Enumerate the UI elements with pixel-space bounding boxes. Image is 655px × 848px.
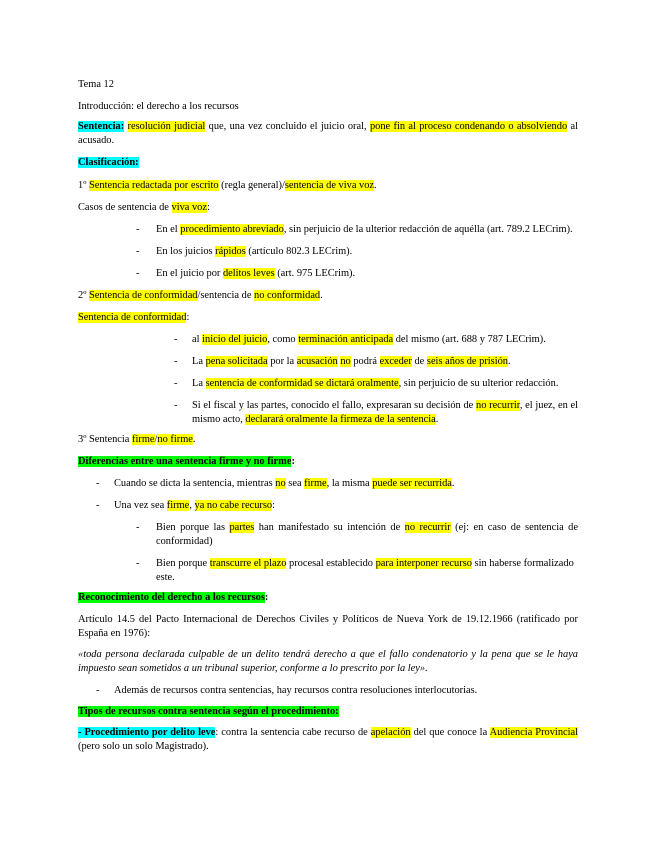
list-item: - La sentencia de conformidad se dictará oralmente, sin perjuicio de su ulterior redacción. (174, 378, 559, 389)
sentencia-definition: Sentencia: resolución judicial que, una vez concluido el juicio oral, pone fin al proceso condenando o absolviendo al acusado. (78, 121, 578, 146)
page-heading: Tema 12 (78, 79, 114, 90)
list-item: - Si el fiscal y las partes, conocido el fallo, expresaran su decisión de no recurrir, el juez, en el mismo acto, declarará oralmente la firmeza de la sentencia. (174, 400, 579, 425)
intro-line: Introducción: el derecho a los recursos (78, 101, 239, 112)
list-item: - Bien porque transcurre el plazo procesal establecido para interponer recurso sin haberse formalizado este. (136, 558, 574, 583)
list-item: - La pena solicitada por la acusación no podrá exceder de seis años de prisión. (174, 356, 511, 367)
tipos-heading: Tipos de recursos contra sentencia según el procedimiento: (78, 706, 339, 717)
list-item: - En el procedimiento abreviado, sin perjuicio de la ulterior redacción de aquélla (art. 789.2 LECrim). (136, 224, 573, 235)
quote-paragraph: «toda persona declarada culpable de un delito tendrá derecho a que el fallo condenatorio y la pena que se le haya impuesto sean sometidos a un tribunal superior, conforme a lo prescrito por la ley». (78, 649, 578, 674)
term-sentencia: Sentencia: (78, 121, 125, 132)
diferencias-heading: Diferencias entre una sentencia firme y no firme: (78, 456, 295, 467)
list-item: - En los juicios rápidos (artículo 802.3 LECrim). (136, 246, 353, 257)
casos-line: Casos de sentencia de viva voz: (78, 202, 210, 213)
procedimiento-paragraph: - Procedimiento por delito leve: contra la sentencia cabe recurso de apelación del que conoce la Audiencia Provincial (pero solo un solo Magistrado). (78, 727, 579, 752)
item-3: 3º Sentencia firme/no firme. (78, 434, 196, 445)
list-item: - En el juicio por delitos leves (art. 975 LECrim). (136, 268, 356, 279)
articulo-paragraph: Artículo 14.5 del Pacto Internacional de Derechos Civiles y Políticos de Nueva York de 19.12.1966 (ratificado por España en 1976): (78, 614, 578, 639)
list-item: - Bien porque las partes han manifestado su intención de no recurrir (ej: en caso de sentencia de conformidad) (136, 522, 578, 547)
list-item: - Una vez sea firme, ya no cabe recurso: (96, 500, 276, 511)
reconocimiento-heading: Reconocimiento del derecho a los recursos: (78, 592, 269, 603)
clasificacion-heading: Clasificación: (78, 157, 139, 168)
list-item: - al inicio del juicio, como terminación anticipada del mismo (art. 688 y 787 LECrim). (174, 334, 546, 345)
item-1: 1º Sentencia redactada por escrito (regla general)/sentencia de viva voz. (78, 180, 377, 191)
conformidad-label: Sentencia de conformidad: (78, 312, 190, 323)
list-item: - Cuando se dicta la sentencia, mientras no sea firme, la misma puede ser recurrida. (96, 478, 455, 489)
item-2: 2º Sentencia de conformidad/sentencia de no conformidad. (78, 290, 323, 301)
list-item: - Además de recursos contra sentencias, hay recursos contra resoluciones interlocutorias. (96, 685, 478, 696)
